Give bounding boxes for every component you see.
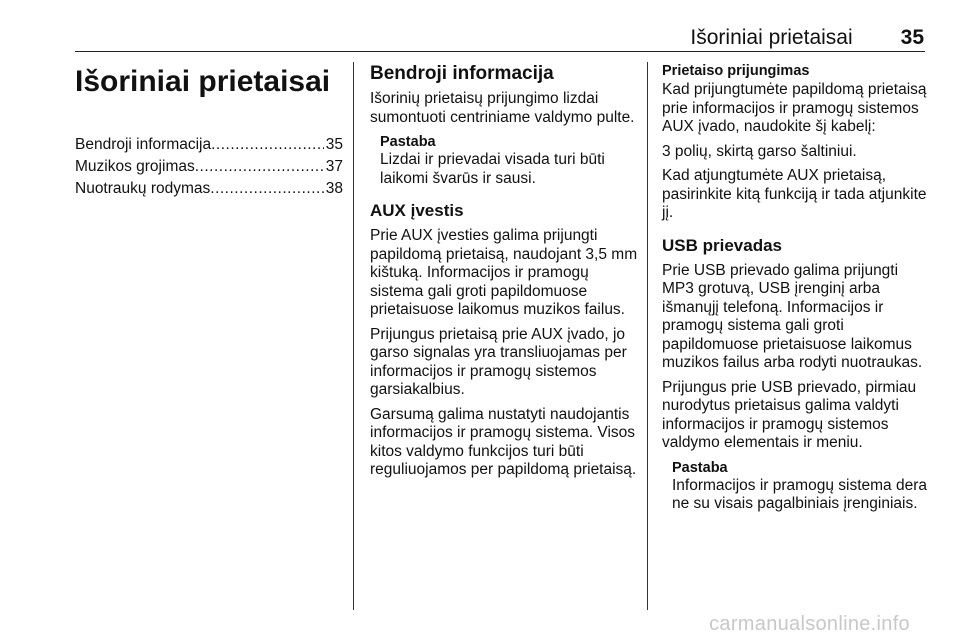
toc-page: 38 [325, 180, 343, 197]
column-divider-1 [353, 62, 354, 610]
toc-label: Muzikos grojimas [75, 158, 195, 175]
note-text: Lizdai ir prievadai visada turi būti laikomi švarūs ir sausi. [380, 151, 605, 187]
column-1 [75, 62, 343, 202]
toc-entry[interactable] [75, 158, 343, 177]
note-title: Pastaba [380, 134, 436, 150]
intro-paragraph: Išorinių prietaisų prijungimo lizdai sumontuoti centriniame valdymo pulte. [370, 90, 635, 126]
toc-label: Bendroji informacija [75, 136, 212, 153]
toc-leader [211, 136, 324, 155]
subheading-device-connection: Prietaiso prijungimas [662, 63, 810, 79]
page-number: 35 [900, 26, 924, 49]
connect-paragraph-2: 3 polių, skirtą garso šaltiniui. [662, 142, 857, 160]
toc-leader [210, 180, 323, 199]
column-3 [662, 62, 928, 522]
note-box [370, 133, 638, 188]
section-heading-aux: AUX įvestis [370, 201, 464, 220]
toc-label: Nuotraukų rodymas [75, 180, 211, 197]
usb-paragraph-2: Prijungus prie USB prievado, pirmiau nurodytus prietaisus galima valdyti informacijos ir pramogų sistemos valdymo elementais ir meniu. [662, 378, 917, 451]
section-heading-general: Bendroji informacija [370, 63, 554, 84]
connect-paragraph-3: Kad atjungtumėte AUX prietaisą, pasirinkite kitą funkciją ir tada atjunkite jį. [662, 167, 927, 221]
usb-paragraph-1: Prie USB prievado galima prijungti MP3 grotuvą, USB įrenginį arba išmanųjį telefoną. Informacijos ir pramogų sistema gali groti papildomuose prietaisuose laikomus muzikos failus arba rodyti nuotraukas. [662, 261, 923, 371]
column-divider-2 [647, 62, 648, 610]
section-heading-usb: USB prievadas [662, 235, 782, 255]
running-header [75, 26, 924, 50]
connect-paragraph-1: Kad prijungtumėte papildomą prietaisą prie informacijos ir pramogų sistemos AUX įvado, naudokite šį kabelį: [662, 81, 927, 135]
running-header-title: Išoriniai prietaisai [690, 26, 853, 49]
toc-entry[interactable] [75, 180, 343, 199]
chapter-title: Išoriniai prietaisai [75, 65, 331, 98]
column-2 [370, 62, 638, 486]
header-rule [75, 51, 925, 52]
note-text: Informacijos ir pramogų sistema dera ne su visais pagalbiniais įrenginiais. [672, 476, 927, 512]
note-box [662, 459, 928, 514]
toc-page: 37 [325, 158, 343, 175]
aux-paragraph-3: Garsumą galima nustatyti naudojantis informacijos ir pramogų sistema. Visos kitos valdymo funkcijos turi būti reguliuojamos per papildomą prietaisą. [370, 405, 637, 478]
toc-page: 35 [325, 136, 343, 153]
aux-paragraph-1: Prie AUX įvesties galima prijungti papildomą prietaisą, naudojant 3,5 mm kištuką. Informacijos ir pramogų sistema gali groti papildomuose prietaisuose laikomus muzikos failus. [370, 227, 638, 318]
toc-entry[interactable] [75, 136, 343, 155]
aux-paragraph-2: Prijungus prietaisą prie AUX įvado, jo garso signalas yra transliuojamas per informacijos ir pramogų sistemos garsiakalbius. [370, 325, 627, 398]
watermark: carmanualsonline.info [709, 613, 910, 635]
note-title: Pastaba [672, 459, 728, 476]
toc-leader [195, 158, 324, 177]
